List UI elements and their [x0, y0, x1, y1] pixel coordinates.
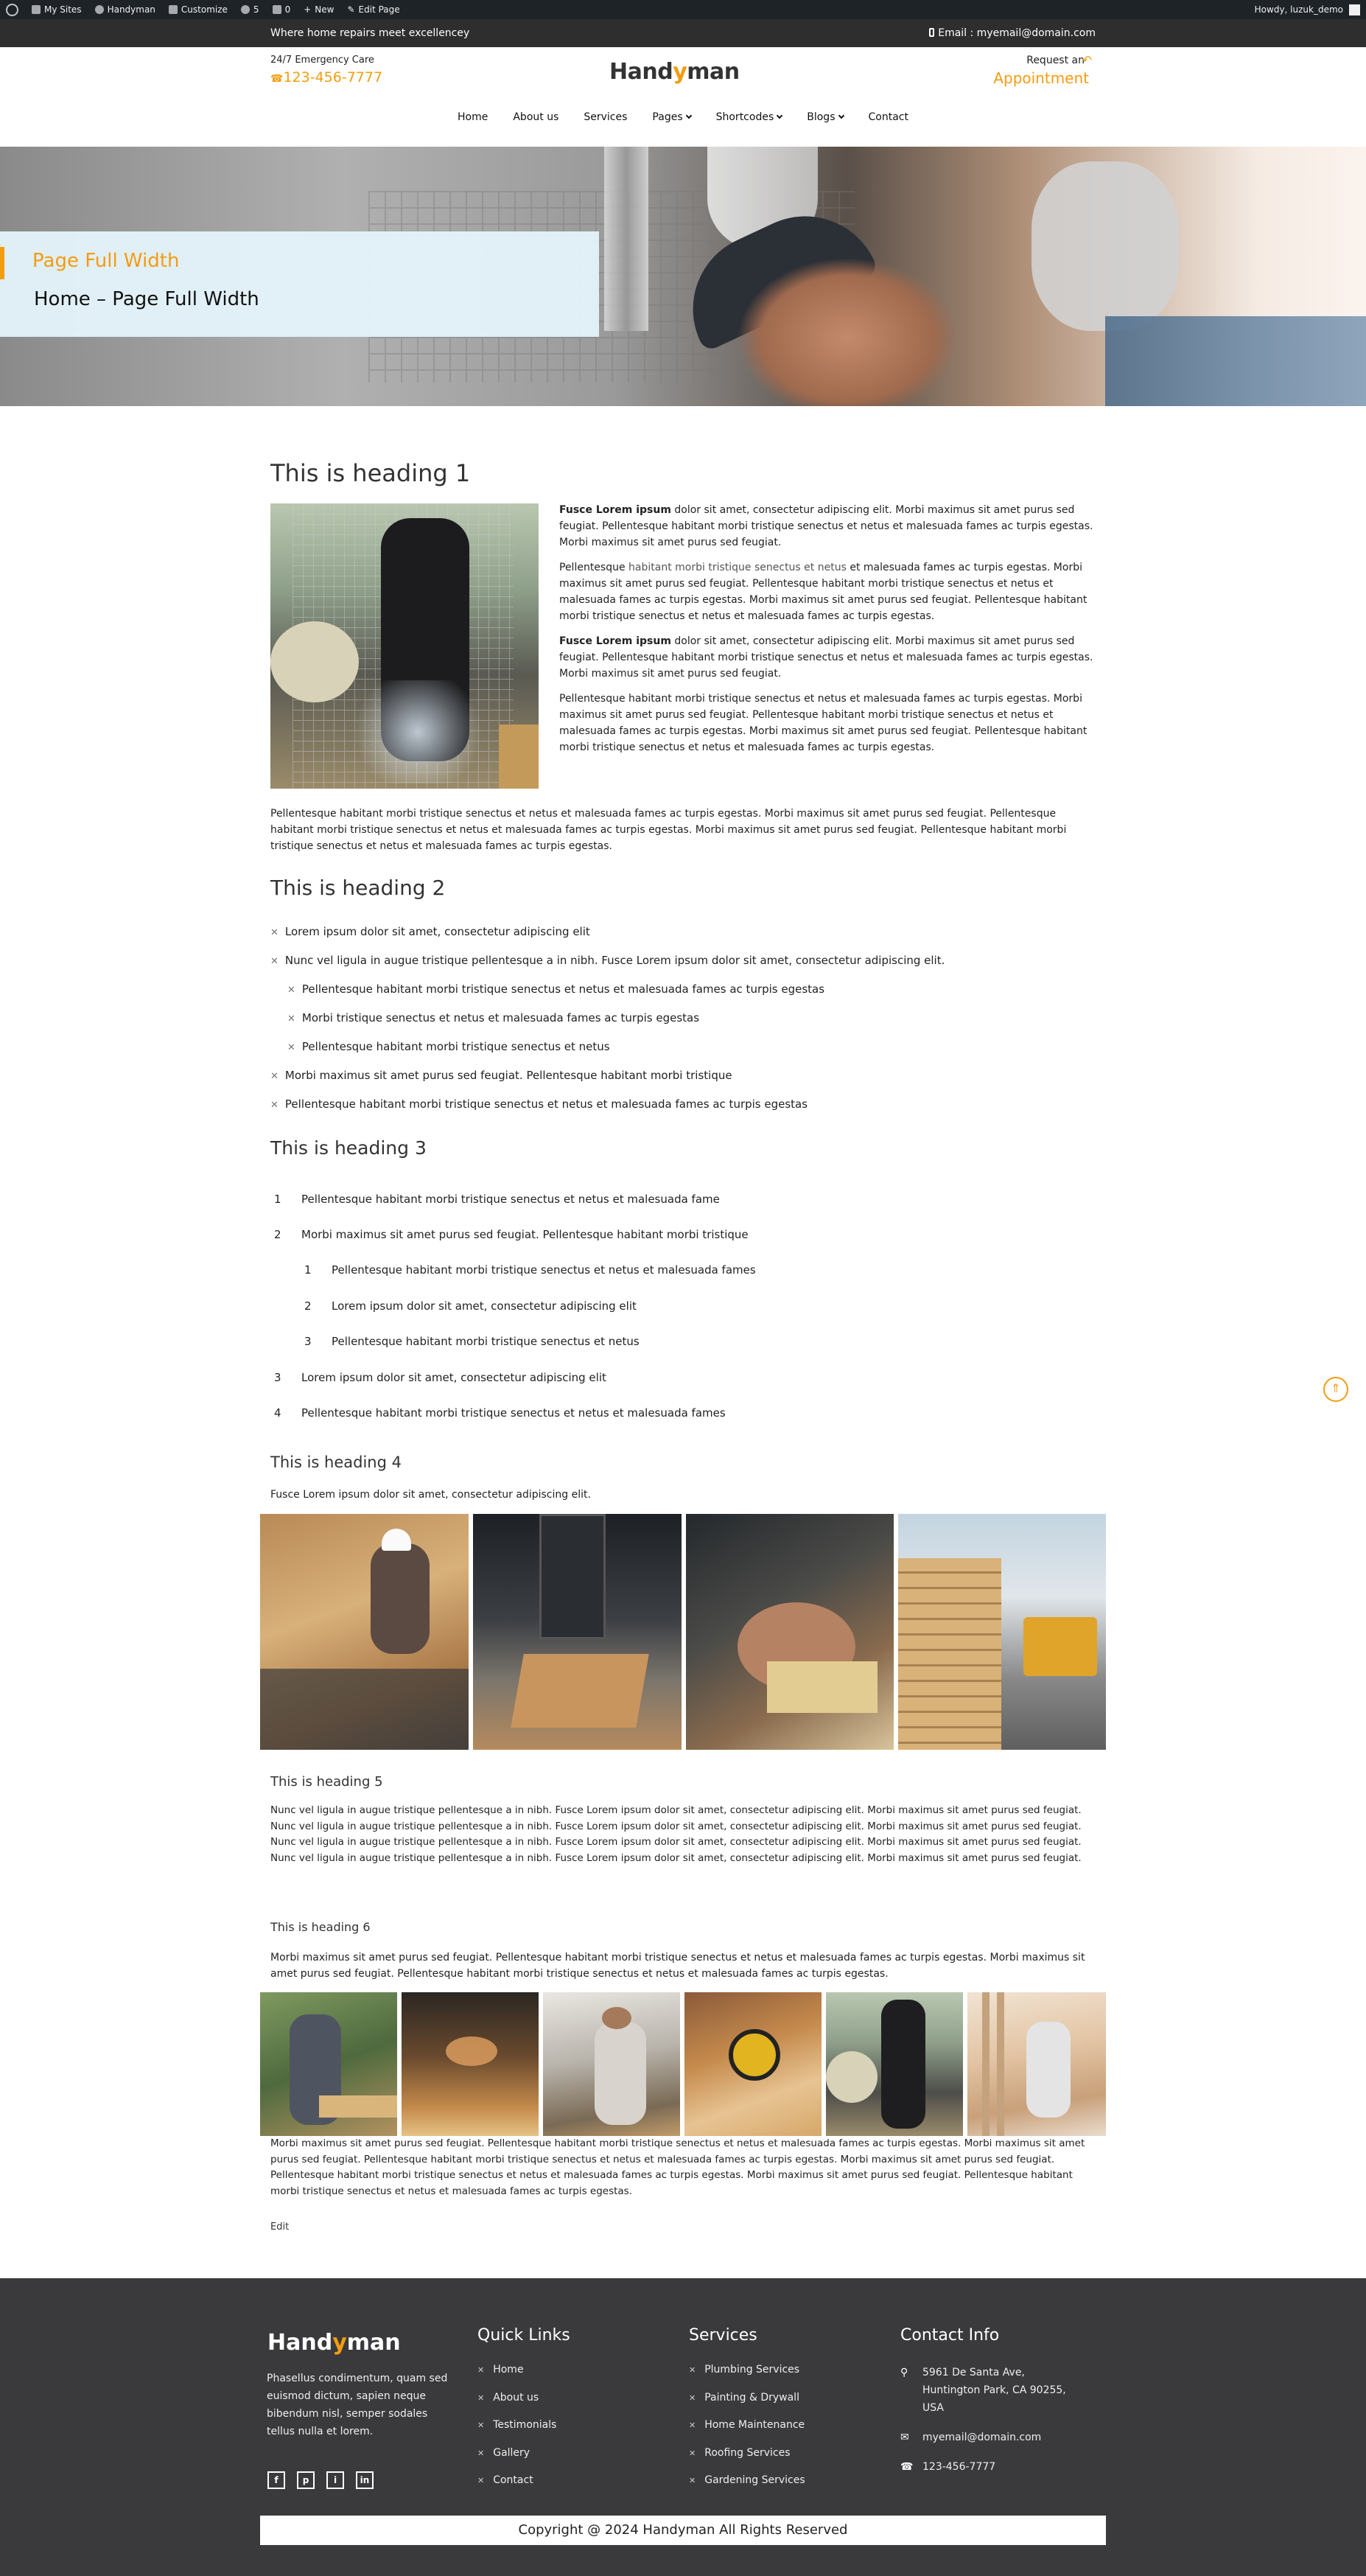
chevron-down-icon — [777, 113, 782, 119]
refresh-icon — [241, 5, 250, 14]
site-logo[interactable]: Handyman — [609, 59, 740, 85]
hero-breadcrumb: Home – Page Full Width — [34, 288, 259, 310]
heading-5: This is heading 5 — [270, 1774, 383, 1790]
x-bullet-icon: ✕ — [689, 2392, 696, 2403]
gallery-image-lumber[interactable] — [898, 1514, 1106, 1750]
list-item: ✕ Nunc vel ligula in augue tristique pellentesque a in nibh. Fusce Lorem ipsum dolor sit amet, consectetur adipiscing elit. — [270, 954, 945, 967]
x-bullet-icon: ✕ — [270, 1100, 279, 1111]
nav-item-about[interactable]: About us — [513, 111, 559, 123]
x-bullet-icon: ✕ — [287, 1013, 295, 1025]
footer-description: Phasellus condimentum, quam sed euismod dictum, sapien neque bibendum nisl, semper sodales tellus nulla et lorem. — [267, 2373, 448, 2437]
heading-5-text: Nunc vel ligula in augue tristique pellentesque a in nibh. Fusce Lorem ipsum dolor sit amet, consectetur adipiscing elit. Morbi maximus sit amet purus sed feugiat. Nunc vel ligula in augue tristique pellentesque a in nibh. Fusce Lorem ipsum dolor sit amet, consectetur adipiscing elit. Morbi maximus sit amet purus sed feugiat. Nunc vel ligula in augue tristique pellentesque a in nibh. Fusce Lorem ipsum dolor sit amet, consectetur adipiscing elit. Morbi maximus sit amet purus sed feugiat. Nunc vel ligula in augue tristique pellentesque a in nibh. Fusce Lorem ipsum dolor sit amet, consectetur adipiscing elit. Morbi maximus sit amet purus sed feugiat. — [270, 1804, 1082, 1864]
quick-links-list — [477, 2364, 556, 2502]
gallery-image-saw[interactable] — [260, 1514, 469, 1750]
phone-icon — [929, 28, 934, 37]
footer-logo[interactable]: Handyman — [267, 2330, 401, 2356]
tagline: Where home repairs meet excellencey — [270, 27, 470, 39]
services-title: Services — [689, 2326, 757, 2345]
comments-button[interactable]: 0 — [273, 4, 291, 15]
scroll-to-top-button[interactable] — [1323, 1377, 1348, 1402]
avatar — [1349, 4, 1360, 15]
heading-4-text: Fusce Lorem ipsum dolor sit amet, consectetur adipiscing elit. — [270, 1489, 591, 1501]
x-bullet-icon: ✕ — [477, 2448, 485, 2458]
comment-icon — [273, 5, 281, 14]
reply-arrow-icon: ↶ — [1082, 53, 1092, 67]
nav-item-pages[interactable]: Pages — [652, 111, 690, 123]
footer-link-gallery[interactable]: ✕ Gallery — [477, 2446, 530, 2459]
list-item-nested: ✕ Pellentesque habitant morbi tristique senectus et netus — [287, 1040, 610, 1053]
pencil-icon: ✎ — [347, 4, 355, 15]
plus-icon: + — [304, 4, 312, 15]
paragraph-4: Pellentesque habitant morbi tristique senectus et netus et malesuada fames ac turpis egestas. Morbi maximus sit amet purus sed feugiat. Pellentesque habitant morbi tristique senectus et netus et malesuada fames ac turpis egestas. Morbi maximus sit amet purus sed feugiat. Pellentesque habitant morbi tristique senectus et netus et malesuada fames ac turpis egestas. — [559, 693, 1087, 753]
hero-title-box — [0, 231, 599, 337]
gallery-image-carpenter-3[interactable] — [543, 1992, 680, 2136]
edit-page-button[interactable]: ✎ Edit Page — [347, 4, 400, 15]
ordered-item-nested: 2 Lorem ipsum dolor sit amet, consectetur adipiscing elit — [304, 1299, 637, 1313]
after-gallery-text: Morbi maximus sit amet purus sed feugiat. Pellentesque habitant morbi tristique senectus et netus et malesuada fames ac turpis egestas. Morbi maximus sit amet purus sed feugiat. Pellentesque habitant morbi tristique senectus et netus et malesuada fames ac turpis egestas. Morbi maximus sit amet purus sed feugiat. Pellentesque habitant morbi tristique senectus et netus et malesuada fames ac turpis egestas. Morbi maximus sit amet purus sed feugiat. Pellentesque habitant morbi tristique senectus et netus et malesuada fames ac turpis egestas. — [270, 2137, 1085, 2197]
ordered-item: 1 Pellentesque habitant morbi tristique senectus et netus et malesuada fame — [274, 1193, 720, 1206]
top-email[interactable]: Email : myemail@domain.com — [929, 27, 1096, 39]
hero-subtitle: Page Full Width — [32, 250, 180, 272]
x-bullet-icon: ✕ — [477, 2476, 485, 2485]
ordered-item: 3 Lorem ipsum dolor sit amet, consectetur adipiscing elit — [274, 1371, 606, 1384]
page-hero — [0, 147, 1366, 406]
ordered-item: 4 Pellentesque habitant morbi tristique senectus et netus et malesuada fames — [274, 1406, 726, 1420]
site-name-menu[interactable]: Handyman — [95, 4, 155, 15]
hero-image-glove — [1031, 161, 1179, 331]
ordered-item: 2 Morbi maximus sit amet purus sed feugiat. Pellentesque habitant morbi tristique — [274, 1228, 749, 1241]
x-bullet-icon: ✕ — [270, 1071, 279, 1082]
instagram-icon[interactable]: i — [326, 2471, 344, 2489]
heading-6: This is heading 6 — [270, 1920, 371, 1934]
phone-icon: ☎ — [900, 2461, 914, 2473]
home-icon — [95, 5, 104, 14]
my-sites-menu[interactable]: My Sites — [32, 4, 82, 15]
quick-links-title: Quick Links — [477, 2326, 570, 2345]
gallery-image-carpenter-5[interactable] — [826, 1992, 963, 2136]
paragraph-2: Pellentesque habitant morbi tristique senectus et netus et malesuada fames ac turpis egestas. Morbi maximus sit amet purus sed feugiat. Pellentesque habitant morbi tristique senectus et netus et malesuada fames ac turpis egestas. Morbi maximus sit amet purus sed feugiat. Pellentesque habitant morbi tristique senectus et netus et malesuada fames ac turpis egestas. — [559, 562, 1087, 622]
nav-item-contact[interactable]: Contact — [868, 111, 908, 123]
footer-link-about[interactable]: ✕ About us — [477, 2391, 539, 2404]
hero-image-shirt — [1105, 316, 1366, 406]
emergency-label: 24/7 Emergency Care — [270, 55, 374, 66]
emergency-phone[interactable]: ☎123-456-7777 — [270, 69, 383, 85]
paragraph-1: Fusce Lorem ipsum dolor sit amet, consectetur adipiscing elit. Morbi maximus sit amet purus sed feugiat. Pellentesque habitant morbi tristique senectus et netus et malesuada fames ac turpis egestas. Morbi maximus sit amet purus sed feugiat. — [559, 504, 1093, 548]
list-item: ✕ Pellentesque habitant morbi tristique senectus et netus et malesuada fames ac turpis egestas — [270, 1097, 808, 1111]
gallery-image-carpenter-4[interactable] — [684, 1992, 822, 2136]
x-bullet-icon: ✕ — [270, 927, 279, 938]
appointment-link[interactable]: Appointment — [993, 69, 1089, 87]
nav-item-blogs[interactable]: Blogs — [807, 111, 843, 123]
arrow-up-circle-icon: ⇑ — [1331, 1381, 1341, 1395]
footer-link-contact[interactable]: ✕ Contact — [477, 2474, 533, 2486]
phone-icon: ☎ — [270, 73, 284, 85]
top-info-bar — [0, 19, 1366, 47]
ordered-item-nested: 3 Pellentesque habitant morbi tristique senectus et netus — [304, 1335, 640, 1348]
x-bullet-icon: ✕ — [477, 2420, 485, 2430]
x-bullet-icon: ✕ — [689, 2448, 696, 2458]
nav-item-shortcodes[interactable]: Shortcodes — [716, 111, 782, 123]
x-bullet-icon: ✕ — [689, 2365, 696, 2375]
linkedin-icon[interactable]: in — [356, 2471, 374, 2489]
gallery-image-measure[interactable] — [686, 1514, 894, 1750]
footer-service-plumbing[interactable]: ✕ Plumbing Services — [689, 2364, 800, 2376]
chevron-down-icon — [685, 113, 691, 119]
footer-service-gardening[interactable]: ✕ Gardening Services — [689, 2474, 805, 2486]
gallery-image-carpenter-6[interactable] — [967, 1992, 1106, 2136]
heading-1: This is heading 1 — [270, 459, 471, 487]
x-bullet-icon: ✕ — [270, 956, 279, 967]
list-item-nested: ✕ Morbi tristique senectus et netus et malesuada fames ac turpis egestas — [287, 1011, 700, 1025]
footer-service-painting[interactable]: ✕ Painting & Drywall — [689, 2391, 799, 2404]
worker-saw-image — [270, 503, 539, 789]
gallery-image-carpenter-2[interactable] — [402, 1992, 539, 2136]
list-item-nested: ✕ Pellentesque habitant morbi tristique senectus et netus et malesuada fames ac turpis egestas — [287, 982, 825, 996]
heading-2: This is heading 2 — [270, 876, 446, 900]
list-item: ✕ Lorem ipsum dolor sit amet, consectetur adipiscing elit — [270, 925, 590, 938]
site-header — [0, 47, 1366, 147]
x-bullet-icon: ✕ — [287, 1042, 295, 1053]
wordpress-icon — [6, 4, 18, 16]
hero-accent-bar — [0, 247, 4, 279]
hero-image-pipe — [604, 147, 648, 331]
nav-item-services[interactable]: Services — [584, 111, 628, 123]
x-bullet-icon: ✕ — [689, 2476, 696, 2485]
pinterest-icon[interactable]: p — [297, 2471, 315, 2489]
footer-service-roofing[interactable]: ✕ Roofing Services — [689, 2446, 791, 2459]
contact-info-title: Contact Info — [900, 2326, 1000, 2345]
heading-3: This is heading 3 — [270, 1137, 427, 1159]
x-bullet-icon: ✕ — [477, 2365, 485, 2375]
edit-link[interactable]: Edit — [270, 2221, 290, 2233]
wordpress-logo-button[interactable] — [6, 4, 18, 16]
x-bullet-icon: ✕ — [287, 985, 295, 996]
chevron-down-icon — [838, 113, 844, 119]
x-bullet-icon: ✕ — [477, 2392, 485, 2403]
copyright-bar: Copyright @ 2024 Handyman All Rights Reserved — [260, 2516, 1106, 2545]
paragraph-3: Fusce Lorem ipsum dolor sit amet, consectetur adipiscing elit. Morbi maximus sit amet purus sed feugiat. Pellentesque habitant morbi tristique senectus et netus et malesuada fames ac turpis egestas. Morbi maximus sit amet purus sed feugiat. — [559, 635, 1093, 680]
request-label: Request an — [1026, 55, 1085, 66]
services-list — [689, 2364, 805, 2502]
footer-service-maintenance[interactable]: ✕ Home Maintenance — [689, 2419, 805, 2431]
nav-item-home[interactable]: Home — [458, 111, 488, 123]
footer-link-home[interactable]: ✕ Home — [477, 2364, 524, 2376]
gallery-image-cnc[interactable] — [473, 1514, 682, 1750]
customize-button[interactable]: Customize — [169, 4, 228, 15]
sites-icon — [32, 5, 41, 14]
new-content-button[interactable]: + New — [304, 4, 335, 15]
account-menu[interactable]: Howdy, luzuk_demo — [1255, 4, 1360, 15]
wp-admin-bar — [0, 0, 1366, 19]
heading-6-text: Morbi maximus sit amet purus sed feugiat. Pellentesque habitant morbi tristique senectus et netus et malesuada fames ac turpis egestas. Morbi maximus sit amet purus sed feugiat. Pellentesque habitant morbi tristique senectus et netus et malesuada fames ac turpis egestas. — [270, 1952, 1085, 1980]
inline-link[interactable]: habitant morbi tristique senectus et netus — [628, 562, 847, 573]
gallery-image-carpenter-1[interactable] — [260, 1992, 397, 2136]
list-item: ✕ Morbi maximus sit amet purus sed feugiat. Pellentesque habitant morbi tristique — [270, 1069, 732, 1082]
site-footer: Handyman Phasellus condimentum, quam sed euismod dictum, sapien neque bibendum nisl, semper sodales tellus nulla et lorem. f p i in Quick Links ✕ Home ✕ About us ✕ Testimonials ✕ Gallery ✕ Contact Services ✕ Plumbing Services ✕ Painting & Drywall ✕ Home Maintenance ✕ Roofing Services ✕ Gardening Services Contact Info ⚲ 5961 De Santa Ave, Huntington Park, CA 90255, USA ✉ myemail@domain.com ☎ 123-456-7777 Copyright @ 2024 Handyman All Rights Reserved — [0, 2278, 1366, 2576]
ordered-item-nested: 1 Pellentesque habitant morbi tristique senectus et netus et malesuada fames — [304, 1263, 756, 1277]
footer-link-testimonials[interactable]: ✕ Testimonials — [477, 2419, 557, 2431]
map-pin-icon: ⚲ — [900, 2367, 908, 2378]
updates-button[interactable]: 5 — [241, 4, 259, 15]
paragraph-5: Pellentesque habitant morbi tristique senectus et netus et malesuada fames ac turpis egestas. Morbi maximus sit amet purus sed feugiat. Pellentesque habitant morbi tristique senectus et netus et malesuada fames ac turpis egestas. Morbi maximus sit amet purus sed feugiat. Pellentesque habitant morbi tristique senectus et netus et malesuada fames ac turpis egestas. — [270, 808, 1067, 852]
facebook-icon[interactable]: f — [267, 2471, 285, 2489]
hero-image-worker — [737, 257, 958, 406]
social-links — [267, 2471, 374, 2489]
heading-4: This is heading 4 — [270, 1453, 402, 1471]
x-bullet-icon: ✕ — [689, 2420, 696, 2430]
brush-icon — [169, 5, 178, 14]
envelope-icon: ✉ — [900, 2432, 909, 2443]
main-nav — [0, 111, 1366, 123]
